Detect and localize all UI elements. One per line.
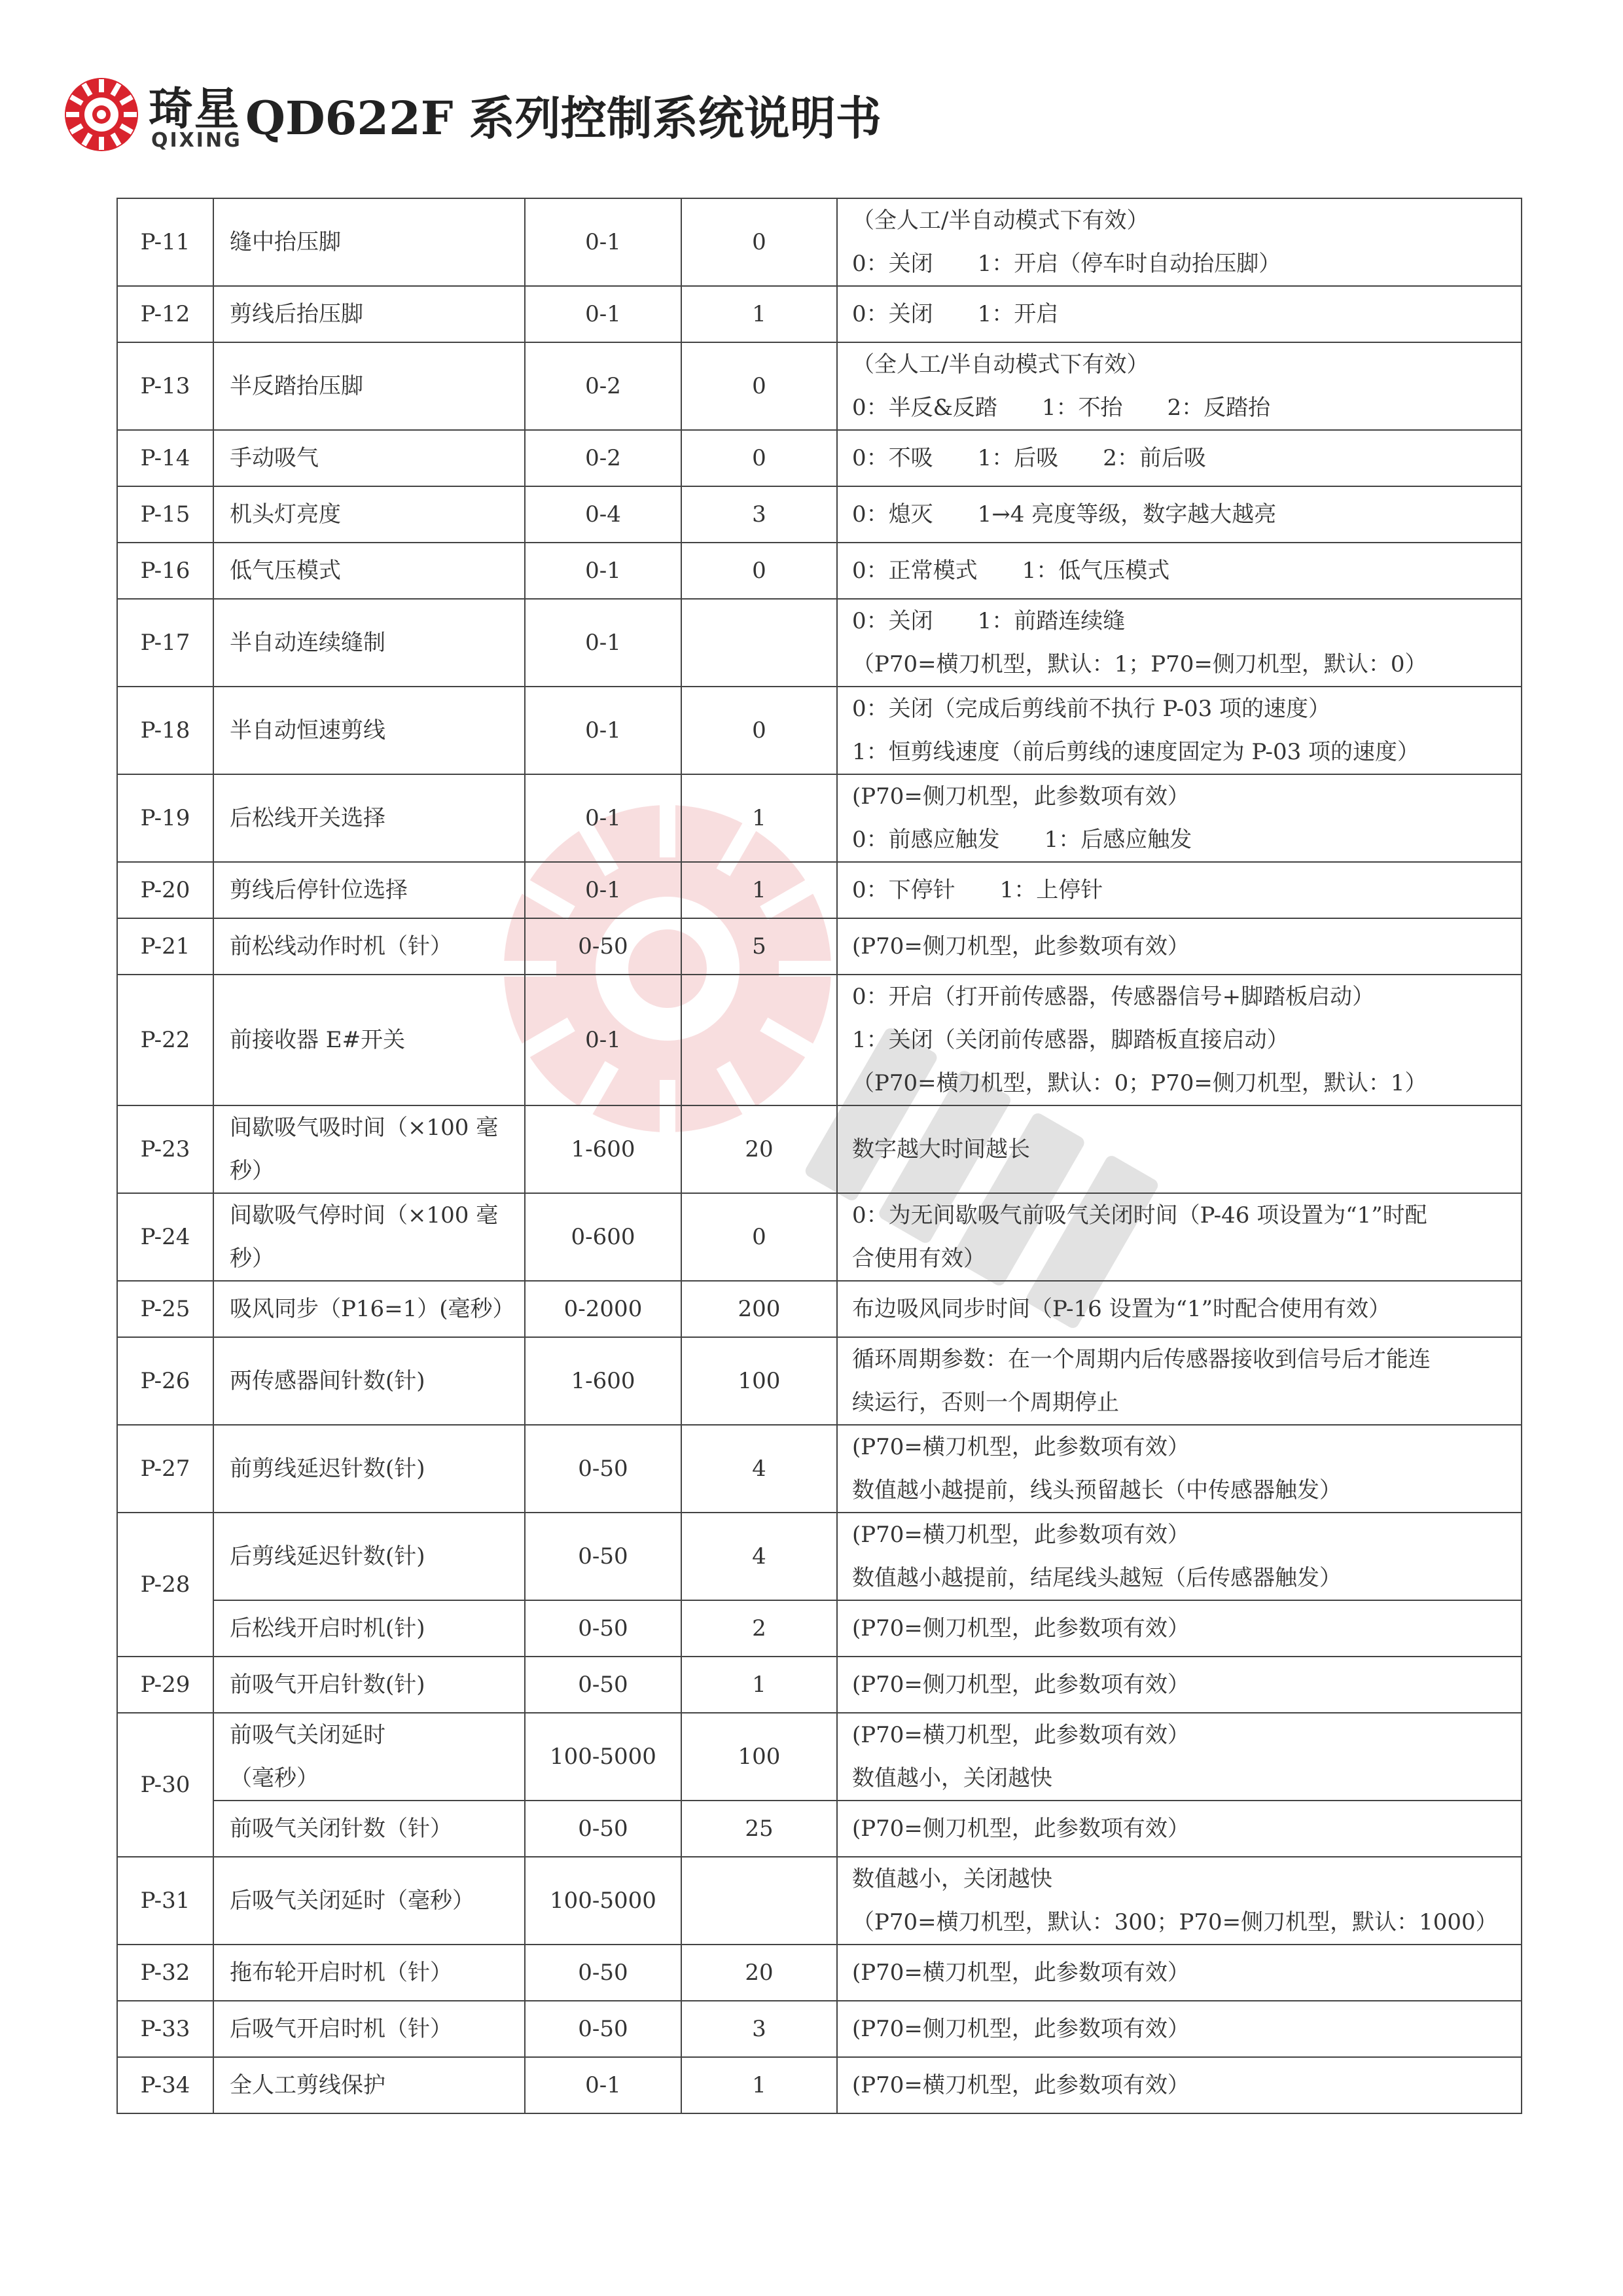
param-code-cell: P-11	[117, 198, 213, 286]
param-name-line: 秒）	[230, 1246, 274, 1272]
param-default-cell: 0	[681, 1193, 837, 1281]
param-description-line: 数字越大时间越长	[852, 1136, 1030, 1162]
param-description-cell	[837, 2001, 1522, 2057]
param-description-line: 1：关闭（关闭前传感器，脚踏板直接启动）	[852, 1027, 1289, 1053]
table-row	[117, 687, 1522, 774]
param-name-line: 半反踏抬压脚	[230, 373, 363, 399]
param-name-cell	[213, 1425, 525, 1513]
param-range-cell: 0-50	[525, 1600, 681, 1657]
brand-name-cn: 琦星	[149, 84, 241, 135]
table-row	[117, 2057, 1522, 2113]
param-name-line: 秒）	[230, 1158, 274, 1184]
param-description-line: 数值越小，关闭越快	[852, 1765, 1052, 1791]
param-name-line: 全人工剪线保护	[230, 2072, 385, 2098]
param-range-cell: 0-50	[525, 1425, 681, 1513]
param-code-cell: P-13	[117, 342, 213, 430]
param-code-cell: P-31	[117, 1857, 213, 1945]
param-description-line: 合使用有效）	[852, 1246, 986, 1272]
param-description-line: (P70=横刀机型，此参数项有效）	[852, 1722, 1190, 1748]
param-name-line: （毫秒）	[230, 1765, 319, 1791]
param-description-line: （P70=横刀机型，默认：300；P70=侧刀机型，默认：1000）	[852, 1909, 1498, 1935]
table-row	[117, 1657, 1522, 1713]
param-code-cell: P-25	[117, 1281, 213, 1337]
param-code-cell: P-18	[117, 687, 213, 774]
param-name-cell	[213, 975, 525, 1105]
param-name-line: 前吸气开启针数(针)	[230, 1672, 425, 1698]
param-range-cell: 0-1	[525, 975, 681, 1105]
param-description-cell	[837, 2057, 1522, 2113]
param-default-cell: 0	[681, 543, 837, 599]
table-row	[117, 1105, 1522, 1193]
table-row	[117, 975, 1522, 1105]
table-row	[117, 1600, 1522, 1657]
param-name-cell	[213, 1600, 525, 1657]
param-range-cell: 0-1	[525, 2057, 681, 2113]
param-description-cell	[837, 1600, 1522, 1657]
table-row	[117, 1425, 1522, 1513]
table-row	[117, 774, 1522, 862]
param-description-line: (P70=侧刀机型，此参数项有效）	[852, 783, 1190, 810]
param-default-cell: 100	[681, 1337, 837, 1425]
param-name-cell	[213, 1281, 525, 1337]
table-row	[117, 198, 1522, 286]
param-name-line: 前吸气关闭针数（针）	[230, 1816, 452, 1842]
param-name-line: 前剪线延迟针数(针)	[230, 1456, 425, 1482]
param-default-cell: 0	[681, 342, 837, 430]
param-name-line: 手动吸气	[230, 445, 319, 471]
param-code-cell: P-30	[117, 1713, 213, 1857]
param-description-line: 0：开启（打开前传感器，传感器信号+脚踏板启动）	[852, 984, 1375, 1010]
param-description-cell	[837, 1513, 1522, 1600]
param-range-cell: 0-50	[525, 1801, 681, 1857]
param-code-cell: P-23	[117, 1105, 213, 1193]
param-name-cell	[213, 286, 525, 342]
param-description-cell	[837, 1337, 1522, 1425]
param-default-cell: 1	[681, 286, 837, 342]
param-name-cell	[213, 198, 525, 286]
param-description-cell	[837, 599, 1522, 687]
param-default-cell	[681, 599, 837, 687]
param-range-cell: 0-1	[525, 198, 681, 286]
param-description-line: 0：熄灭 1→4 亮度等级，数字越大越亮	[852, 501, 1277, 528]
param-description-line: (P70=横刀机型，此参数项有效）	[852, 1960, 1190, 1986]
param-name-line: 间歇吸气吸时间（×100 毫	[230, 1115, 499, 1141]
param-default-cell: 3	[681, 2001, 837, 2057]
param-description-line: （P70=横刀机型，默认：1；P70=侧刀机型，默认：0）	[852, 651, 1427, 677]
param-name-cell	[213, 1513, 525, 1600]
param-name-line: 低气压模式	[230, 558, 341, 584]
param-name-line: 剪线后停针位选择	[230, 877, 408, 903]
param-name-cell	[213, 599, 525, 687]
param-name-cell	[213, 918, 525, 975]
param-default-cell	[681, 1857, 837, 1945]
param-description-line: 0：关闭 1：前踏连续缝	[852, 608, 1126, 634]
param-default-cell: 0	[681, 687, 837, 774]
param-description-line: 数值越小，关闭越快	[852, 1866, 1052, 1892]
param-code-cell: P-12	[117, 286, 213, 342]
table-row	[117, 430, 1522, 486]
param-name-cell	[213, 1801, 525, 1857]
param-description-line: (P70=侧刀机型，此参数项有效）	[852, 2016, 1190, 2042]
param-code-cell: P-27	[117, 1425, 213, 1513]
param-description-line: (P70=横刀机型，此参数项有效）	[852, 1434, 1190, 1460]
param-description-line: 布边吸风同步时间（P-16 设置为“1”时配合使用有效）	[852, 1296, 1391, 1322]
param-code-cell: P-21	[117, 918, 213, 975]
param-description-line: 0：前感应触发 1：后感应触发	[852, 827, 1192, 853]
param-default-cell: 25	[681, 1801, 837, 1857]
param-default-cell: 2	[681, 1600, 837, 1657]
param-description-line: 1：恒剪线速度（前后剪线的速度固定为 P-03 项的速度）	[852, 739, 1420, 765]
table-row	[117, 1337, 1522, 1425]
param-description-cell	[837, 1193, 1522, 1281]
param-range-cell: 0-50	[525, 1945, 681, 2001]
param-range-cell: 0-2000	[525, 1281, 681, 1337]
param-name-line: 后吸气关闭延时（毫秒）	[230, 1888, 474, 1914]
table-row	[117, 918, 1522, 975]
param-description-cell	[837, 975, 1522, 1105]
table-row	[117, 543, 1522, 599]
param-default-cell: 5	[681, 918, 837, 975]
table-row	[117, 1281, 1522, 1337]
param-range-cell: 100-5000	[525, 1713, 681, 1801]
param-code-cell: P-24	[117, 1193, 213, 1281]
param-description-line: 0：为无间歇吸气前吸气关闭时间（P-46 项设置为“1”时配	[852, 1202, 1427, 1229]
table-row	[117, 1945, 1522, 2001]
param-code-cell: P-19	[117, 774, 213, 862]
param-code-cell: P-29	[117, 1657, 213, 1713]
param-range-cell: 1-600	[525, 1337, 681, 1425]
param-name-line: 缝中抬压脚	[230, 229, 341, 255]
param-range-cell: 0-50	[525, 2001, 681, 2057]
param-range-cell: 0-50	[525, 918, 681, 975]
param-default-cell: 1	[681, 1657, 837, 1713]
param-name-line: 前吸气关闭延时	[230, 1722, 385, 1748]
param-name-cell	[213, 1713, 525, 1801]
param-description-cell	[837, 198, 1522, 286]
param-name-cell	[213, 1657, 525, 1713]
param-description-line: 0：不吸 1：后吸 2：前后吸	[852, 445, 1206, 471]
param-range-cell: 0-2	[525, 342, 681, 430]
param-name-line: 机头灯亮度	[230, 501, 341, 528]
param-name-line: 后松线开关选择	[230, 805, 385, 831]
table-row	[117, 1193, 1522, 1281]
param-default-cell: 4	[681, 1513, 837, 1600]
param-name-cell	[213, 862, 525, 918]
param-description-cell	[837, 342, 1522, 430]
param-default-cell	[681, 975, 837, 1105]
param-name-line: 拖布轮开启时机（针）	[230, 1960, 452, 1986]
param-description-cell	[837, 430, 1522, 486]
param-range-cell: 0-1	[525, 862, 681, 918]
param-description-cell	[837, 1945, 1522, 2001]
param-description-line: 循环周期参数：在一个周期内后传感器接收到信号后才能连	[852, 1346, 1431, 1372]
param-name-line: 后剪线延迟针数(针)	[230, 1543, 425, 1570]
param-name-line: 半自动连续缝制	[230, 630, 385, 656]
param-description-cell	[837, 1281, 1522, 1337]
param-range-cell: 1-600	[525, 1105, 681, 1193]
param-code-cell: P-34	[117, 2057, 213, 2113]
param-code-cell: P-28	[117, 1513, 213, 1657]
param-description-line: 续运行，否则一个周期停止	[852, 1390, 1119, 1416]
param-name-cell	[213, 1337, 525, 1425]
param-description-line: (P70=横刀机型，此参数项有效）	[852, 1522, 1190, 1548]
brand-name-en: QIXING	[151, 129, 242, 152]
param-range-cell: 0-1	[525, 543, 681, 599]
table-row	[117, 2001, 1522, 2057]
param-description-cell	[837, 486, 1522, 543]
param-name-cell	[213, 543, 525, 599]
param-name-cell	[213, 430, 525, 486]
param-name-cell	[213, 342, 525, 430]
param-default-cell: 1	[681, 862, 837, 918]
param-code-cell: P-32	[117, 1945, 213, 2001]
param-name-line: 半自动恒速剪线	[230, 717, 385, 744]
param-description-line: （P70=横刀机型，默认：0；P70=侧刀机型，默认：1）	[852, 1070, 1427, 1096]
param-description-line: 0：正常模式 1：低气压模式	[852, 558, 1170, 584]
param-description-cell	[837, 687, 1522, 774]
param-range-cell: 0-1	[525, 774, 681, 862]
param-range-cell: 0-50	[525, 1657, 681, 1713]
parameter-table	[116, 198, 1522, 2114]
param-name-line: 吸风同步（P16=1）(毫秒）	[230, 1296, 515, 1322]
param-description-line: (P70=侧刀机型，此参数项有效）	[852, 1615, 1190, 1641]
param-name-line: 后吸气开启时机（针）	[230, 2016, 452, 2042]
table-row	[117, 1801, 1522, 1857]
param-range-cell: 0-1	[525, 687, 681, 774]
param-default-cell: 100	[681, 1713, 837, 1801]
page-header	[62, 69, 1567, 160]
param-code-cell: P-16	[117, 543, 213, 599]
param-name-cell	[213, 1857, 525, 1945]
param-code-cell: P-26	[117, 1337, 213, 1425]
param-name-cell	[213, 486, 525, 543]
param-range-cell: 0-4	[525, 486, 681, 543]
param-description-line: （全人工/半自动模式下有效）	[852, 207, 1149, 234]
param-default-cell: 0	[681, 430, 837, 486]
param-range-cell: 0-2	[525, 430, 681, 486]
param-name-cell	[213, 2001, 525, 2057]
param-name-cell	[213, 774, 525, 862]
param-default-cell: 4	[681, 1425, 837, 1513]
param-description-line: 0：下停针 1：上停针	[852, 877, 1103, 903]
table-row	[117, 486, 1522, 543]
param-description-cell	[837, 543, 1522, 599]
param-range-cell: 100-5000	[525, 1857, 681, 1945]
param-name-cell	[213, 1105, 525, 1193]
param-code-cell: P-33	[117, 2001, 213, 2057]
param-description-cell	[837, 286, 1522, 342]
param-description-cell	[837, 1857, 1522, 1945]
param-default-cell: 20	[681, 1945, 837, 2001]
param-default-cell: 0	[681, 198, 837, 286]
table-row	[117, 1713, 1522, 1801]
param-description-line: (P70=侧刀机型，此参数项有效）	[852, 1816, 1190, 1842]
param-description-line: 数值越小越提前，结尾线头越短（后传感器触发）	[852, 1565, 1342, 1591]
param-name-line: 前松线动作时机（针）	[230, 933, 452, 960]
param-default-cell: 1	[681, 774, 837, 862]
param-range-cell: 0-1	[525, 599, 681, 687]
param-code-cell: P-17	[117, 599, 213, 687]
param-description-cell	[837, 918, 1522, 975]
param-description-cell	[837, 1425, 1522, 1513]
param-name-line: 后松线开启时机(针)	[230, 1615, 425, 1641]
param-description-line: 数值越小越提前，线头预留越长（中传感器触发）	[852, 1477, 1342, 1503]
param-name-line: 两传感器间针数(针)	[230, 1368, 425, 1394]
param-default-cell: 200	[681, 1281, 837, 1337]
table-row	[117, 286, 1522, 342]
param-name-cell	[213, 2057, 525, 2113]
param-name-cell	[213, 687, 525, 774]
param-code-cell: P-20	[117, 862, 213, 918]
table-row	[117, 862, 1522, 918]
qixing-logo-icon	[62, 75, 141, 154]
param-description-line: (P70=侧刀机型，此参数项有效）	[852, 933, 1190, 960]
param-description-line: (P70=横刀机型，此参数项有效）	[852, 2072, 1190, 2098]
table-row	[117, 342, 1522, 430]
param-default-cell: 3	[681, 486, 837, 543]
param-default-cell: 1	[681, 2057, 837, 2113]
table-row	[117, 1513, 1522, 1600]
param-description-cell	[837, 1105, 1522, 1193]
table-row	[117, 1857, 1522, 1945]
param-range-cell: 0-600	[525, 1193, 681, 1281]
param-description-line: (P70=侧刀机型，此参数项有效）	[852, 1672, 1190, 1698]
param-description-cell	[837, 1801, 1522, 1857]
param-description-line: （全人工/半自动模式下有效）	[852, 351, 1149, 378]
param-description-cell	[837, 862, 1522, 918]
table-row	[117, 599, 1522, 687]
param-code-cell: P-22	[117, 975, 213, 1105]
param-name-cell	[213, 1193, 525, 1281]
param-description-line: 0：关闭 1：开启	[852, 301, 1059, 327]
param-description-line: 0：关闭（完成后剪线前不执行 P-03 项的速度）	[852, 696, 1331, 722]
param-name-line: 间歇吸气停时间（×100 毫	[230, 1202, 499, 1229]
param-description-cell	[837, 774, 1522, 862]
param-description-line: 0：半反&反踏 1：不抬 2：反踏抬	[852, 395, 1271, 421]
param-name-line: 剪线后抬压脚	[230, 301, 363, 327]
param-range-cell: 0-50	[525, 1513, 681, 1600]
param-name-cell	[213, 1945, 525, 2001]
param-default-cell: 20	[681, 1105, 837, 1193]
param-code-cell: P-15	[117, 486, 213, 543]
param-description-cell	[837, 1713, 1522, 1801]
document-title: QD622F 系列控制系统说明书	[245, 91, 882, 145]
param-description-line: 0：关闭 1：开启（停车时自动抬压脚）	[852, 251, 1281, 277]
param-range-cell: 0-1	[525, 286, 681, 342]
param-code-cell: P-14	[117, 430, 213, 486]
param-name-line: 前接收器 E#开关	[230, 1027, 406, 1053]
param-description-cell	[837, 1657, 1522, 1713]
